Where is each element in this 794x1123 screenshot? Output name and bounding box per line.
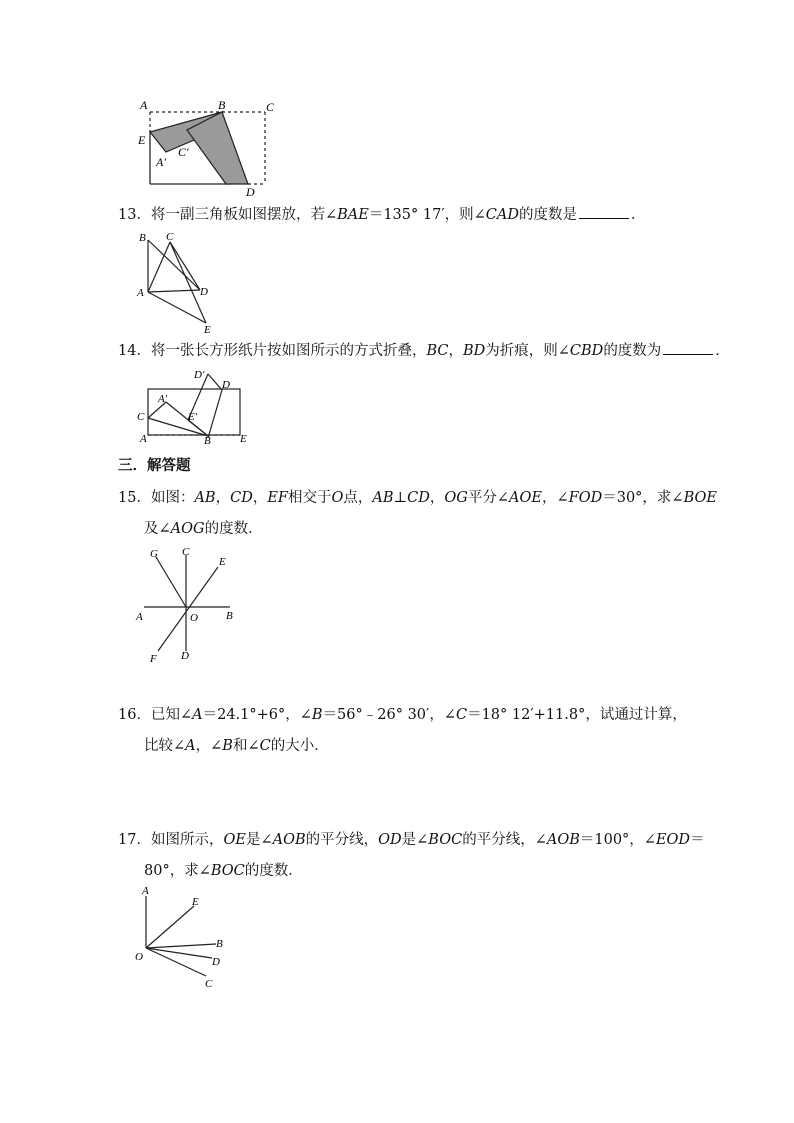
question-13: 13．将一副三角板如图摆放，若∠BAE＝135° 17′，则∠CAD的度数是 ． bbox=[118, 207, 646, 223]
label-D-prime: D′ bbox=[194, 369, 205, 381]
section-heading: 三．解答题 bbox=[118, 458, 191, 474]
figure-intersecting-lines bbox=[130, 545, 250, 670]
label-E-prime: E′ bbox=[188, 411, 198, 423]
label-E: E bbox=[240, 433, 247, 445]
label-C: C bbox=[137, 411, 145, 423]
question-17-line-2: 80°，求∠BOC的度数． bbox=[144, 863, 303, 879]
label-B: B bbox=[204, 435, 211, 446]
label-O: O bbox=[190, 612, 198, 624]
label-C: C bbox=[266, 100, 275, 114]
question-15-line-2: 及∠AOG的度数． bbox=[144, 521, 263, 537]
label-A: A bbox=[137, 287, 144, 299]
label-D: D bbox=[212, 956, 220, 968]
label-C-prime: C′ bbox=[178, 145, 189, 159]
label-D: D bbox=[222, 379, 230, 391]
q13-number: 13． bbox=[118, 207, 151, 223]
label-A: A bbox=[136, 611, 143, 623]
label-C: C bbox=[182, 546, 190, 558]
label-B: B bbox=[218, 98, 226, 112]
label-B: B bbox=[139, 232, 146, 244]
label-A: A bbox=[142, 885, 149, 897]
label-D: D bbox=[181, 650, 189, 662]
label-B: B bbox=[216, 938, 223, 950]
question-14: 14．将一张长方形纸片按如图所示的方式折叠，BC，BD为折痕，则∠CBD的度数为 ． bbox=[118, 343, 730, 359]
label-O: O bbox=[135, 951, 143, 963]
label-E: E bbox=[138, 133, 146, 147]
label-A-prime: A′ bbox=[156, 155, 166, 169]
figure-fold-rectangle bbox=[130, 92, 290, 202]
label-A: A bbox=[140, 433, 147, 445]
figure-angle-bisectors bbox=[132, 884, 232, 994]
label-E: E bbox=[219, 556, 226, 568]
label-C: C bbox=[166, 231, 174, 243]
label-B: B bbox=[226, 610, 233, 622]
label-E: E bbox=[192, 896, 199, 908]
question-17-line-1: 17．如图所示，OE是∠AOB的平分线，OD是∠BOC的平分线，∠AOB＝100°，∠EOD＝ bbox=[118, 832, 705, 848]
figure-folded-paper bbox=[134, 364, 254, 446]
figure-triangle-set bbox=[134, 228, 224, 338]
label-A: A bbox=[140, 98, 148, 112]
label-D: D bbox=[200, 286, 208, 298]
answer-blank[interactable] bbox=[579, 206, 629, 219]
label-E: E bbox=[204, 324, 211, 336]
label-C: C bbox=[205, 978, 213, 990]
question-16-line-2: 比较∠A，∠B和∠C的大小． bbox=[144, 738, 329, 754]
question-16-line-1: 16．已知∠A＝24.1°+6°，∠B＝56°﹣26° 30′，∠C＝18° 12′+11.8°，试通过计算， bbox=[118, 707, 687, 723]
question-15-line-1: 15．如图：AB，CD，EF相交于O点，AB⊥CD，OG平分∠AOE，∠FOD＝30°，求∠BOE bbox=[118, 490, 717, 506]
label-D: D bbox=[246, 185, 255, 199]
label-F: F bbox=[150, 653, 157, 665]
label-G: G bbox=[150, 548, 158, 560]
answer-blank[interactable] bbox=[663, 342, 713, 355]
label-A-prime: A′ bbox=[158, 393, 168, 405]
